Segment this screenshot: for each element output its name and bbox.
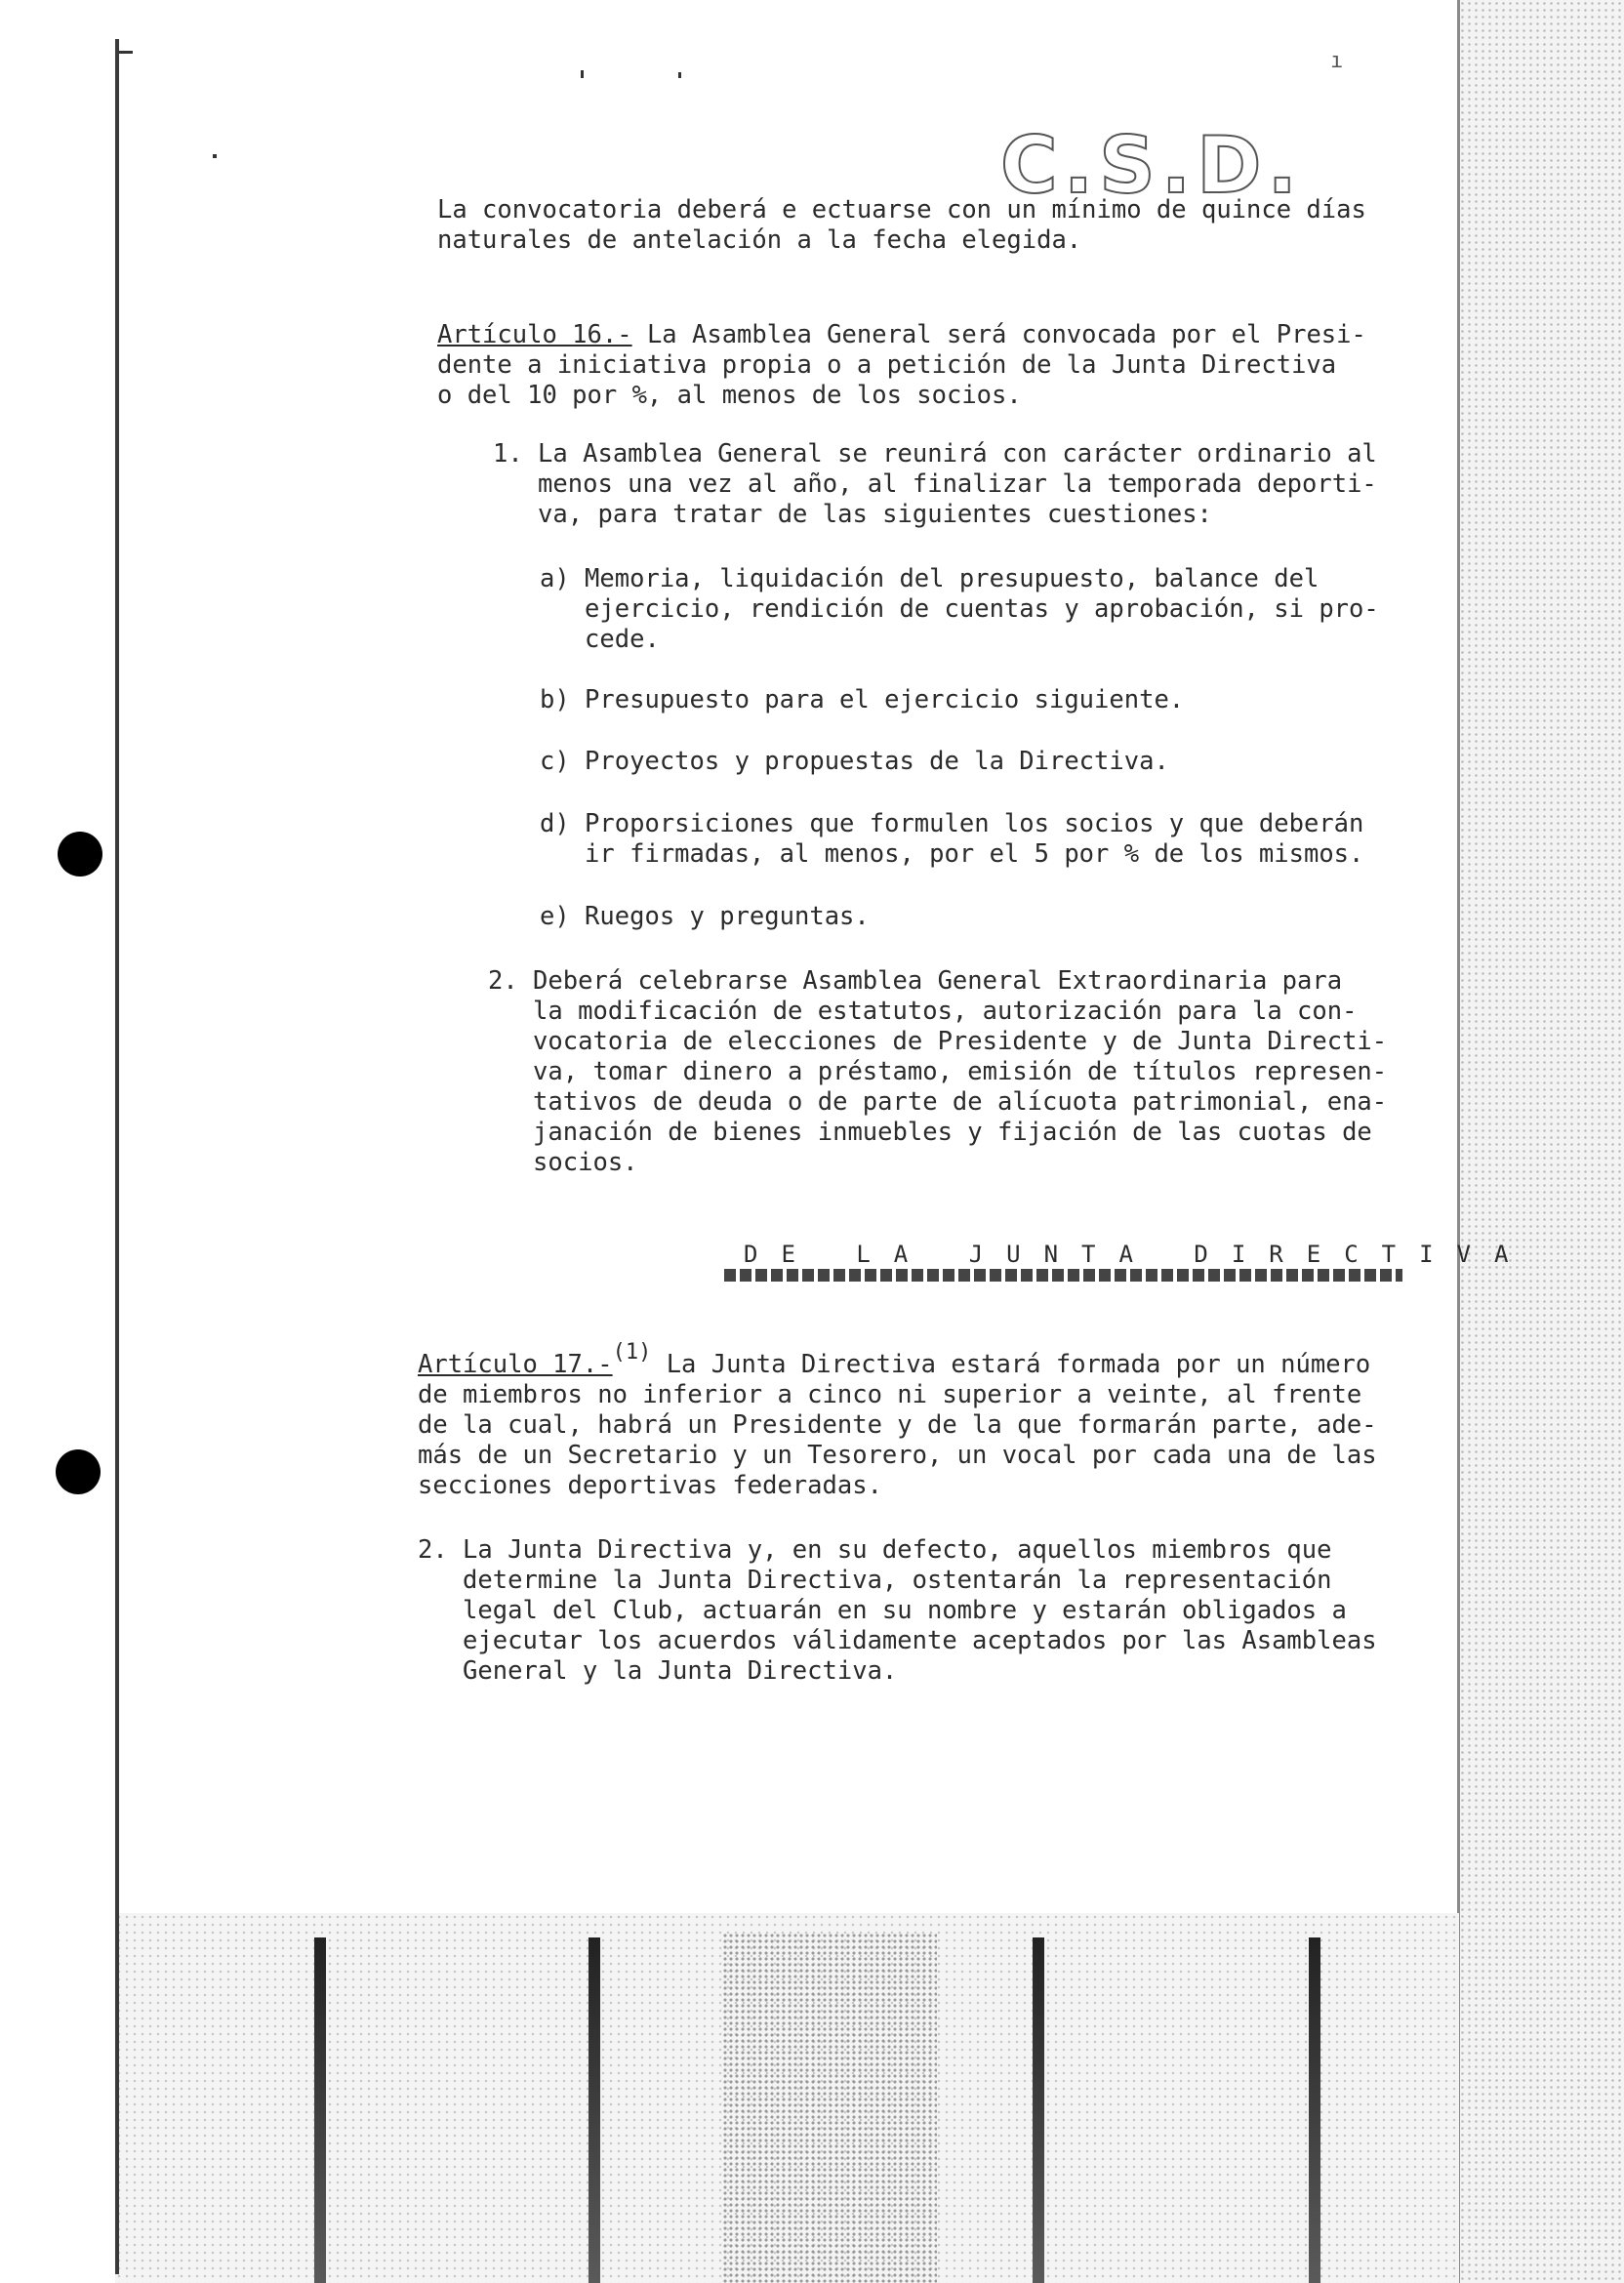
item-e: e) Ruegos y preguntas. <box>540 902 870 931</box>
binding-bar <box>1309 1937 1320 2283</box>
article-17-line: de miembros no inferior a cinco ni superior a veinte, al frente <box>418 1380 1362 1409</box>
article-17-point-2-line: 2. La Junta Directiva y, en su defecto, aquellos miembros que <box>418 1535 1332 1565</box>
intro-line: naturales de antelación a la fecha elegida. <box>437 225 1082 255</box>
article-16-line: dente a iniciativa propia o a petición de la Junta Directiva <box>437 350 1337 380</box>
article-17-point-2-line: determine la Junta Directiva, ostentarán la representación <box>418 1566 1332 1595</box>
point-1-line: 1. La Asamblea General se reunirá con carácter ordinario al <box>493 439 1377 469</box>
corner-mark <box>119 51 133 54</box>
binding-bar <box>314 1937 326 2283</box>
speck <box>678 72 681 78</box>
point-2-line: socios. <box>488 1148 638 1177</box>
scan-noise-patch <box>722 1933 937 2283</box>
binding-bar <box>1033 1937 1044 2283</box>
item-a-line: ejercicio, rendición de cuentas y aprobación, si pro- <box>540 594 1379 624</box>
heading-rule <box>724 1279 1402 1282</box>
heading-rule <box>724 1269 1402 1279</box>
article-16-line: Artículo 16.- La Asamblea General será convocada por el Presi- <box>437 320 1366 349</box>
article-16-title: Artículo 16.- <box>437 320 632 349</box>
footnote-mark: (1) <box>612 1340 652 1365</box>
point-1-line: va, para tratar de las siguientes cuestiones: <box>493 500 1212 529</box>
punch-hole <box>58 832 102 877</box>
item-b: b) Presupuesto para el ejercicio siguiente. <box>540 685 1185 714</box>
point-2-line: va, tomar dinero a préstamo, emisión de títulos represen- <box>488 1057 1388 1086</box>
article-17-point-2-line: legal del Club, actuarán en su nombre y estarán obligados a <box>418 1596 1347 1625</box>
item-c: c) Proyectos y propuestas de la Directiva. <box>540 747 1169 776</box>
point-2-line: janación de bienes inmuebles y fijación de las cuotas de <box>488 1118 1372 1147</box>
item-d-line: ir firmadas, al menos, por el 5 por % de los mismos. <box>540 839 1364 869</box>
article-17-line: secciones deportivas federadas. <box>418 1471 882 1500</box>
item-a-line: a) Memoria, liquidación del presupuesto, balance del <box>540 564 1320 593</box>
punch-hole <box>56 1449 101 1494</box>
left-margin-line <box>115 39 119 2274</box>
speck <box>213 154 217 158</box>
article-16-line: o del 10 por %, al menos de los socios. <box>437 381 1022 410</box>
section-heading: DE LA JUNTA DIRECTIVA <box>744 1241 1532 1268</box>
point-2-line: 2. Deberá celebrarse Asamblea General Extraordinaria para <box>488 966 1343 996</box>
article-17-line: de la cual, habrá un Presidente y de la que formarán parte, ade- <box>418 1410 1377 1440</box>
point-2-line: tativos de deuda o de parte de alícuota patrimonial, ena- <box>488 1087 1388 1117</box>
binding-bar <box>589 1937 600 2283</box>
speck <box>581 70 584 78</box>
point-2-line: vocatoria de elecciones de Presidente y de Junta Directi- <box>488 1027 1388 1056</box>
article-17-point-2-line: ejecutar los acuerdos válidamente aceptados por las Asambleas <box>418 1626 1377 1655</box>
article-17-line: más de un Secretario y un Tesorero, un vocal por cada una de las <box>418 1441 1377 1470</box>
scan-noise-right <box>1459 0 1624 2283</box>
item-a-line: cede. <box>540 625 660 654</box>
article-17-point-2-line: General y la Junta Directiva. <box>418 1656 898 1686</box>
csd-seal: C.S.D. <box>1000 120 1303 211</box>
point-2-line: la modificación de estatutos, autorización para la con- <box>488 997 1358 1026</box>
intro-line: La convocatoria deberá e ectuarse con un mínimo de quince días <box>437 195 1366 224</box>
item-d-line: d) Proporsiciones que formulen los socios y que deberán <box>540 809 1364 838</box>
article-17-title: Artículo 17.- <box>418 1350 613 1379</box>
point-1-line: menos una vez al año, al finalizar la temporada deporti- <box>493 469 1377 499</box>
article-17-line: Artículo 17.-(1) La Junta Directiva estará formada por un número <box>418 1340 1371 1379</box>
page-mark: ı <box>1330 49 1344 73</box>
